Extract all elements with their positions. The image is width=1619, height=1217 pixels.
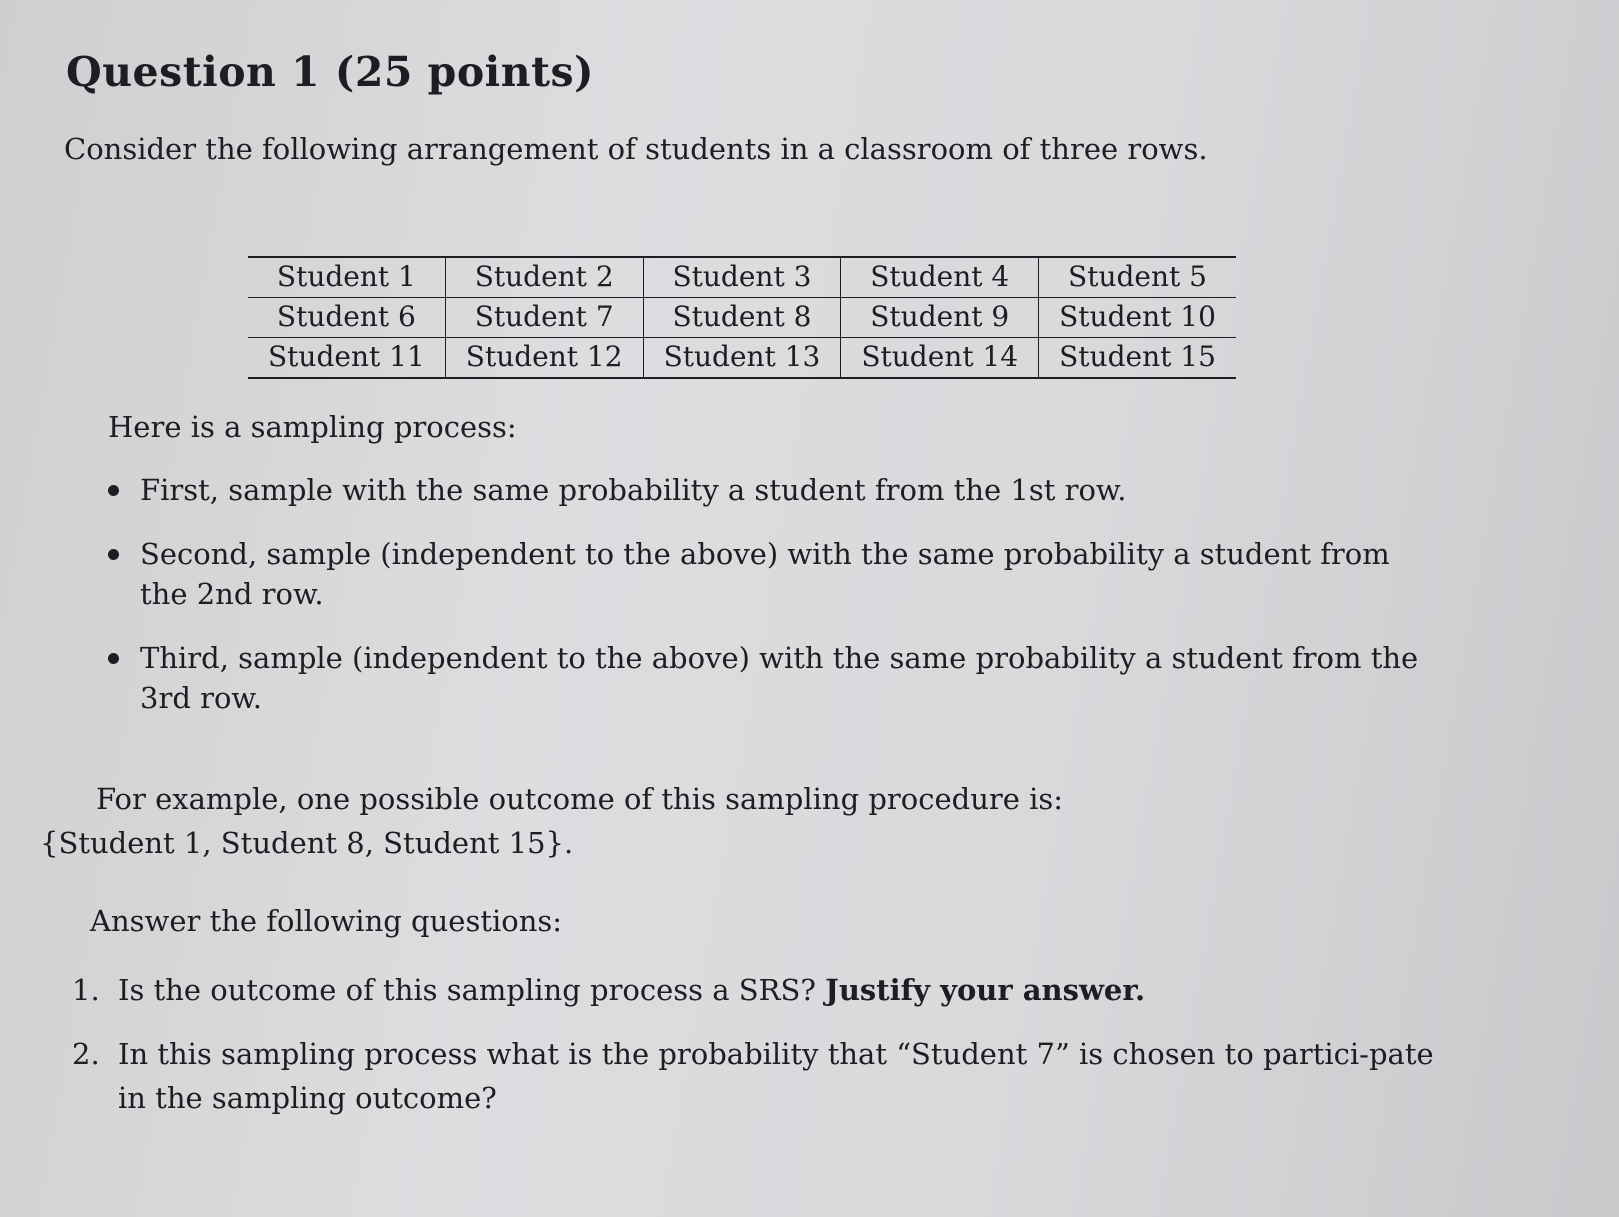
table-cell: Student 6 [248, 298, 445, 338]
question-emphasis: Justify your answer. [825, 973, 1146, 1007]
answer-heading: Answer the following questions: [90, 904, 563, 938]
table-cell: Student 11 [248, 338, 445, 379]
list-item [100, 638, 1420, 718]
question-number: 1. [72, 973, 100, 1007]
list-item [72, 968, 1452, 1012]
classroom-table [248, 256, 1236, 379]
table-cell: Student 7 [445, 298, 643, 338]
table-cell: Student 2 [445, 257, 643, 298]
table-cell: Student 5 [1039, 257, 1236, 298]
list-item [100, 470, 1420, 510]
questions-list [72, 968, 1452, 1140]
bullet-icon [108, 485, 119, 496]
table-cell: Student 3 [643, 257, 841, 298]
table-cell: Student 10 [1039, 298, 1236, 338]
question-number: 2. [72, 1037, 100, 1071]
step-text: First, sample with the same probability a student from the 1st row. [140, 473, 1127, 507]
table-cell: Student 4 [841, 257, 1039, 298]
example-outcome: {Student 1, Student 8, Student 15}. [40, 826, 574, 860]
table-cell: Student 1 [276, 260, 416, 293]
table-cell: Student 15 [1039, 338, 1236, 379]
process-heading: Here is a sampling process: [108, 410, 517, 444]
table-cell: Student 12 [445, 338, 643, 379]
intro-text: Consider the following arrangement of students in a classroom of three rows. [64, 132, 1208, 166]
step-text: Second, sample (independent to the above) with the same probability a student from the 2nd row. [140, 537, 1390, 611]
step-text: Third, sample (independent to the above) with the same probability a student from the 3rd row. [140, 641, 1419, 715]
question-text: In this sampling process what is the probability that “Student 7” is chosen to partici-pate in the sampling outcome? [118, 1037, 1434, 1115]
list-item [100, 534, 1420, 614]
table-row [248, 257, 1236, 298]
sampling-steps-list [100, 470, 1420, 742]
classroom-table-wrapper [248, 256, 1236, 379]
question-text: Is the outcome of this sampling process a SRS? [118, 973, 826, 1007]
table-row [248, 298, 1236, 338]
table-cell: Student 14 [841, 338, 1039, 379]
table-cell: Student 8 [643, 298, 841, 338]
bullet-icon [108, 549, 119, 560]
question-title: Question 1 (25 points) [66, 48, 594, 96]
table-cell: Student 13 [643, 338, 841, 379]
example-text: For example, one possible outcome of this sampling procedure is: [96, 782, 1064, 816]
table-row [248, 338, 1236, 379]
list-item [72, 1032, 1452, 1120]
bullet-icon [108, 653, 119, 664]
table-cell: Student 9 [841, 298, 1039, 338]
